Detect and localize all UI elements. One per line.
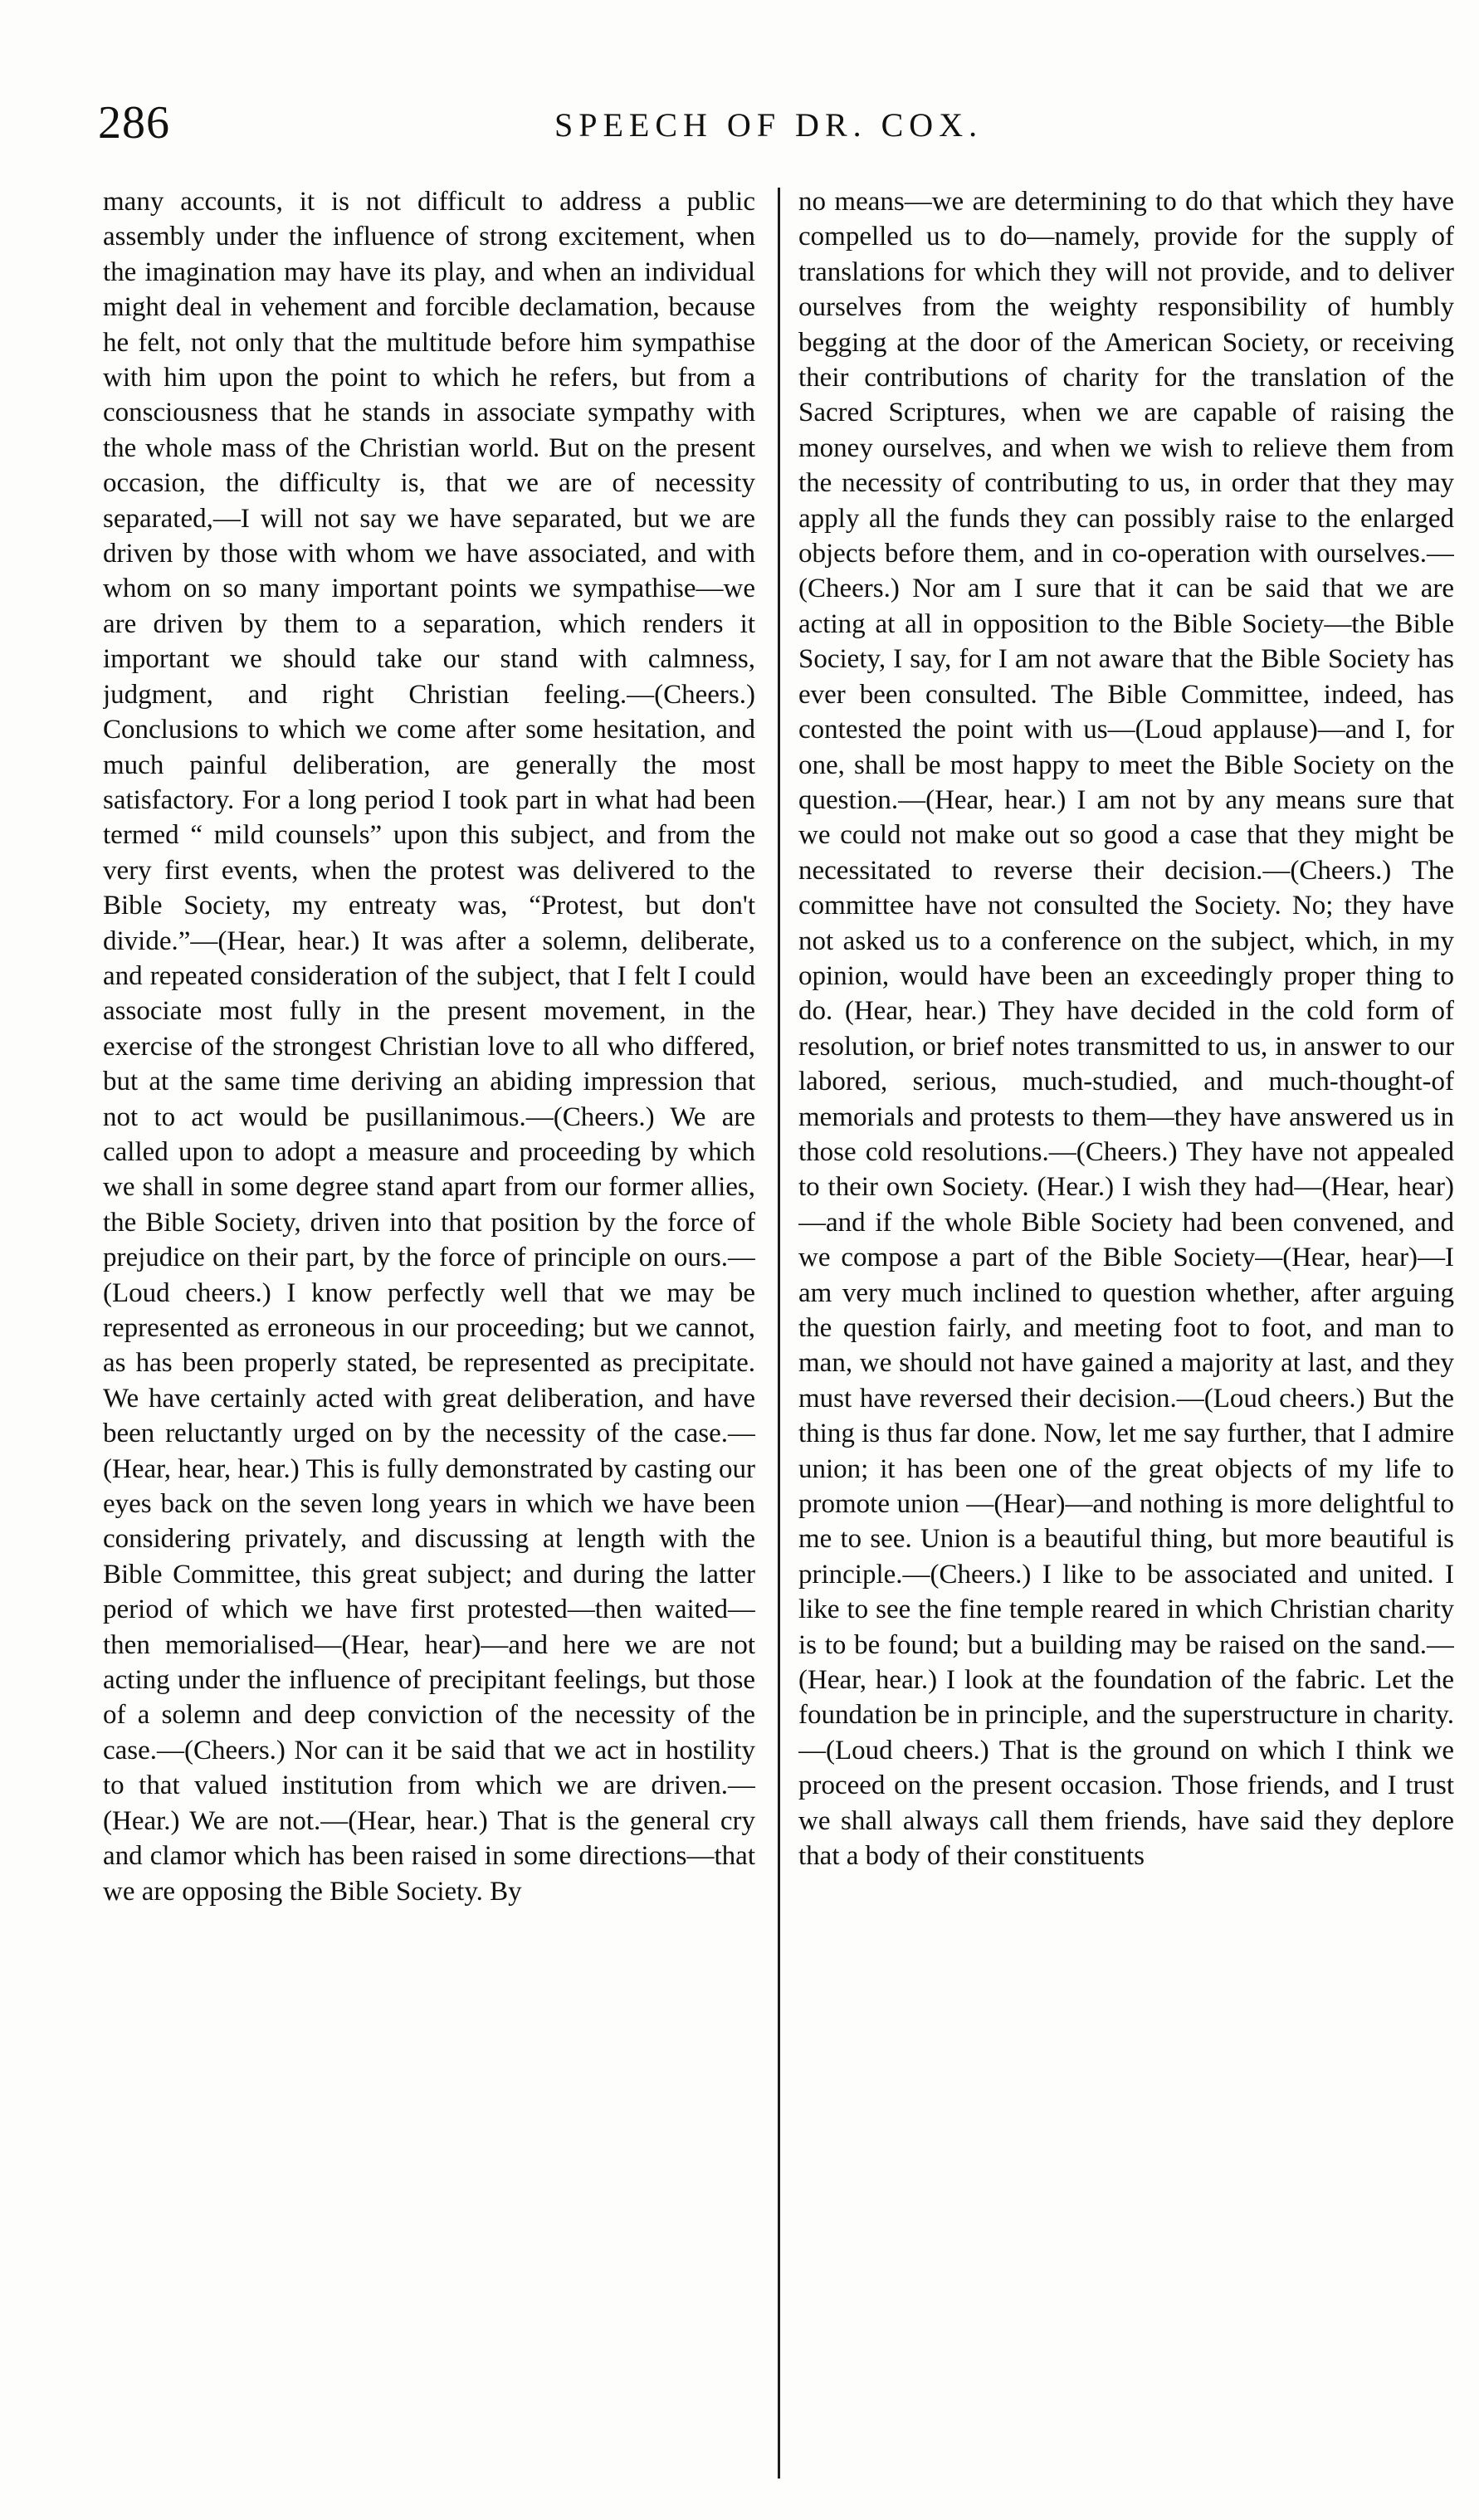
column-divider [778,188,780,2478]
left-column [103,184,755,2492]
page-header [98,90,1418,164]
running-title: SPEECH OF DR. COX. [554,106,984,144]
right-column [798,184,1454,2492]
right-column-text: no means—we are determining to do that which they have compelled us to do—namely, provide for the supply of translations for which they will not provide, and to deliver ourselves from the weighty responsibility of humbly begging at the door of the American Society, or receiving their contributions of charity for the translation of the Sacred Scriptures, when we are capable of raising the money ourselves, and when we wish to relieve them from the necessity of contributing to us, in order that they may apply all the funds they can possibly raise to the enlarged objects before them, and in co-operation with ourselves.—(Cheers.) Nor am I sure that it can be said that we are acting at all in opposition to the Bible Society—the Bible Society, I say, for I am not aware that the Bible Society has ever been consulted. The Bible Committee, indeed, has contested the point with us—(Loud applause)—and I, for one, shall be most happy to meet the Bible Society on the question.—(Hear, hear.) I am not by any means sure that we could not make out so good a case that they might be necessitated to reverse their decision.—(Cheers.) The committee have not consulted the Society. No; they have not asked us to a conference on the subject, which, in my opinion, would have been an exceedingly proper thing to do. (Hear, hear.) They have decided in the cold form of resolution, or brief notes transmitted to us, in answer to our labored, serious, much-studied, and much-thought-of memorials and protests to them—they have answered us in those cold resolutions.—(Cheers.) They have not appealed to their own Society. (Hear.) I wish they had—(Hear, hear)—and if the whole Bible Society had been convened, and we compose a part of the Bible Society—(Hear, hear)—I am very much inclined to question whether, after arguing the question fairly, and meeting foot to foot, and man to man, we should not have gained a majority at last, and they must have reversed their decision.—(Loud cheers.) But the thing is thus far done. Now, let me say further, that I admire union; it has been one of the great objects of my life to promote union —(Hear)—and nothing is more delightful to me to see. Union is a beautiful thing, but more beautiful is principle.—(Cheers.) I like to be associated and united. I like to see the fine temple reared in which Christian charity is to be found; but a building may be raised on the sand.—(Hear, hear.) I look at the foundation of the fabric. Let the foundation be in principle, and the superstructure in charity.—(Loud cheers.) That is the ground on which I think we proceed on the present occasion. Those friends, and I trust we shall always call them friends, have said they deplore that a body of their constituents [798,187,1454,1872]
page-number: 286 [98,97,170,149]
left-column-text: many accounts, it is not difficult to address a public assembly under the influence of strong excitement, when the imagination may have its play, and when an individual might deal in vehement and forcible declamation, because he felt, not only that the multitude before him sympathise with him upon the point to which he refers, but from a consciousness that he stands in associate sympathy with the whole mass of the Christian world. But on the present occasion, the difficulty is, that we are of necessity separated,—I will not say we have separated, but we are driven by those with whom we have associated, and with whom on so many important points we sympathise—we are driven by them to a separation, which renders it important we should take our stand with calmness, judgment, and right Christian feeling.—(Cheers.) Conclusions to which we come after some hesitation, and much painful deliberation, are generally the most satisfactory. For a long period I took part in what had been termed “ mild counsels” upon this subject, and from the very first events, when the protest was delivered to the Bible Society, my entreaty was, “Protest, but don't divide.”—(Hear, hear.) It was after a solemn, deliberate, and repeated consideration of the subject, that I felt I could associate most fully in the present movement, in the exercise of the strongest Christian love to all who differed, but at the same time deriving an abiding impression that not to act would be pusillanimous.—(Cheers.) We are called upon to adopt a measure and proceeding by which we shall in some degree stand apart from our former allies, the Bible Society, driven into that position by the force of prejudice on their part, by the force of principle on ours.—(Loud cheers.) I know perfectly well that we may be represented as erroneous in our proceeding; but we cannot, as has been properly stated, be represented as precipitate. We have certainly acted with great deliberation, and have been reluctantly urged on by the necessity of the case.—(Hear, hear, hear.) This is fully demonstrated by casting our eyes back on the seven long years in which we have been considering privately, and discussing at length with the Bible Committee, this great subject; and during the latter period of which we have first protested—then waited—then memorialised—(Hear, hear)—and here we are not acting under the influence of precipitant feelings, but those of a solemn and deep conviction of the necessity of the case.—(Cheers.) Nor can it be said that we act in hostility to that valued institution from which we are driven.—(Hear.) We are not.—(Hear, hear.) That is the general cry and clamor which has been raised in some directions—that we are opposing the Bible Society. By [103,187,755,1907]
